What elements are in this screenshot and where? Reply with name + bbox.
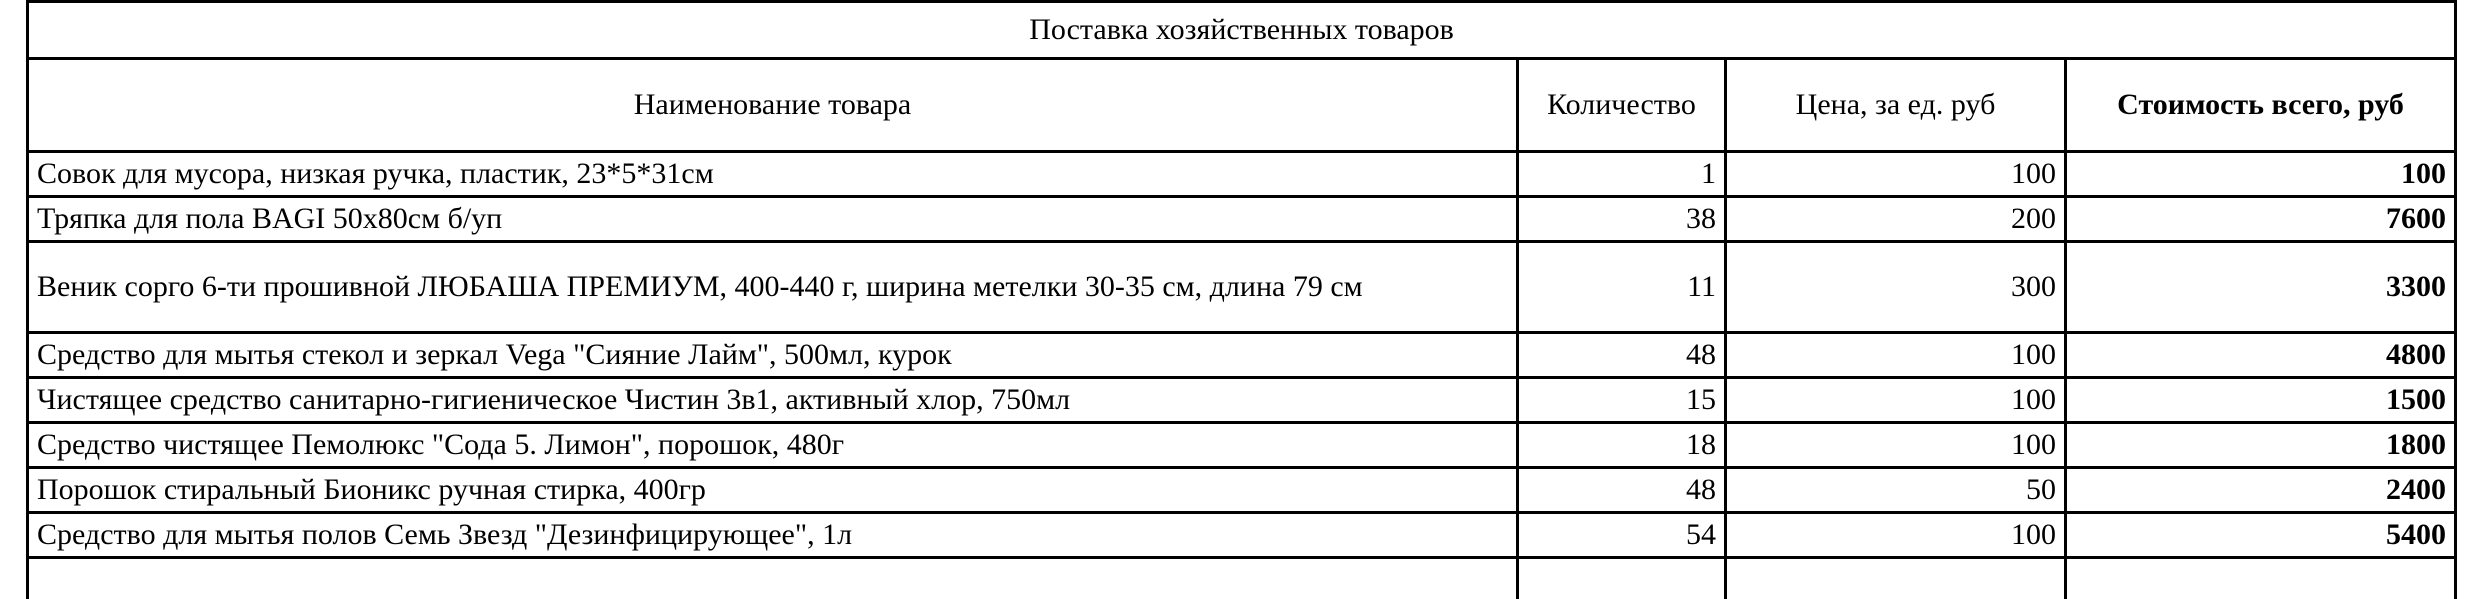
- cell-price: 300: [1726, 242, 2066, 333]
- cell-total: 7600: [2066, 197, 2456, 242]
- supply-table: [26, 0, 2457, 599]
- table-row: [28, 152, 2456, 197]
- table-row: [28, 513, 2456, 558]
- cell-total: 1800: [2066, 423, 2456, 468]
- cell-name: Веник сорго 6-ти прошивной ЛЮБАША ПРЕМИУМ, 400-440 г, ширина метелки 30-35 см, длина 79 см: [28, 242, 1518, 333]
- cell-price: 100: [1726, 423, 2066, 468]
- cell-price: 100: [1726, 513, 2066, 558]
- cell-quantity: 48: [1518, 468, 1726, 513]
- cell-total: 1500: [2066, 378, 2456, 423]
- cell-price: 100: [1726, 333, 2066, 378]
- cell-name: Чистящее средство санитарно-гигиеническое Чистин 3в1, активный хлор, 750мл: [28, 378, 1518, 423]
- cell-quantity: 38: [1518, 197, 1726, 242]
- cell-name: Порошок стиральный Бионикс ручная стирка, 400гр: [28, 468, 1518, 513]
- table-title-row: [28, 2, 2456, 59]
- table-row: [28, 333, 2456, 378]
- header-name: Наименование товара: [28, 59, 1518, 152]
- header-total: Стоимость всего, руб: [2066, 59, 2456, 152]
- cell-total: 2400: [2066, 468, 2456, 513]
- table-row: [28, 423, 2456, 468]
- table-row-partial: [28, 558, 2456, 599]
- cell-empty: [1726, 558, 2066, 599]
- cell-name: Средство для мытья полов Семь Звезд "Дезинфицирующее", 1л: [28, 513, 1518, 558]
- header-price: Цена, за ед. руб: [1726, 59, 2066, 152]
- cell-empty: [2066, 558, 2456, 599]
- cell-name: Тряпка для пола BAGI 50х80см б/уп: [28, 197, 1518, 242]
- cell-empty: [28, 558, 1518, 599]
- cell-total: 3300: [2066, 242, 2456, 333]
- cell-total: 100: [2066, 152, 2456, 197]
- cell-quantity: 1: [1518, 152, 1726, 197]
- table-row: [28, 197, 2456, 242]
- supply-sheet: [26, 0, 2454, 599]
- cell-quantity: 54: [1518, 513, 1726, 558]
- cell-empty: [1518, 558, 1726, 599]
- cell-price: 100: [1726, 152, 2066, 197]
- table-row: [28, 242, 2456, 333]
- cell-quantity: 15: [1518, 378, 1726, 423]
- cell-name: Средство для мытья стекол и зеркал Vega "Сияние Лайм", 500мл, курок: [28, 333, 1518, 378]
- cell-total: 4800: [2066, 333, 2456, 378]
- cell-price: 50: [1726, 468, 2066, 513]
- cell-total: 5400: [2066, 513, 2456, 558]
- header-quantity: Количество: [1518, 59, 1726, 152]
- table-title: Поставка хозяйственных товаров: [28, 2, 2456, 59]
- table-row: [28, 468, 2456, 513]
- cell-quantity: 48: [1518, 333, 1726, 378]
- cell-quantity: 18: [1518, 423, 1726, 468]
- cell-quantity: 11: [1518, 242, 1726, 333]
- table-row: [28, 378, 2456, 423]
- cell-name: Совок для мусора, низкая ручка, пластик, 23*5*31см: [28, 152, 1518, 197]
- cell-price: 100: [1726, 378, 2066, 423]
- cell-price: 200: [1726, 197, 2066, 242]
- cell-name: Средство чистящее Пемолюкс "Сода 5. Лимон", порошок, 480г: [28, 423, 1518, 468]
- table-header-row: [28, 59, 2456, 152]
